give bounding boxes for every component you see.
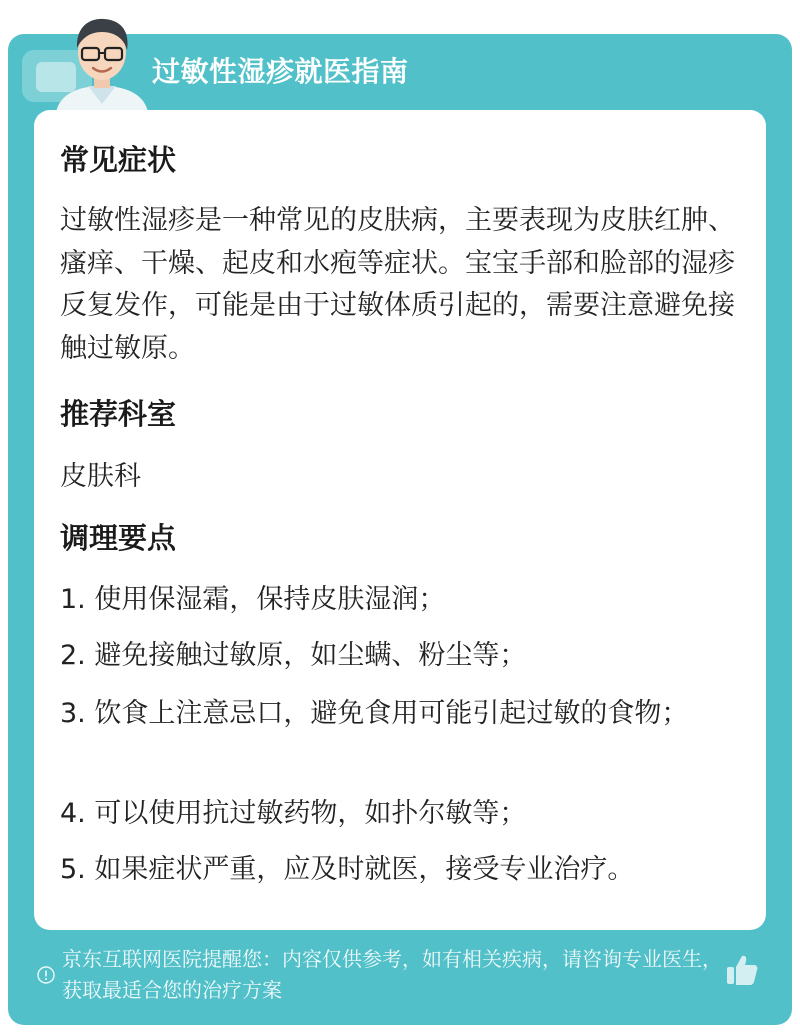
- content-card: [34, 110, 766, 930]
- symptoms-heading: 常见症状: [60, 143, 177, 177]
- doctor-avatar: [48, 8, 156, 112]
- department-heading: 推荐科室: [60, 397, 177, 431]
- care-item-4: 4. 可以使用抗过敏药物，如扑尔敏等；: [60, 798, 527, 829]
- care-item-1: 1. 使用保湿霜，保持皮肤湿润；: [60, 584, 446, 615]
- info-icon: [37, 966, 55, 984]
- care-item-3: 3. 饮食上注意忌口，避免食用可能引起过敏的食物；: [60, 698, 689, 729]
- care-heading: 调理要点: [60, 521, 177, 555]
- page-title: 过敏性湿疹就医指南: [152, 55, 409, 88]
- disclaimer-text: 京东互联网医院提醒您：内容仅供参考，如有相关疾病，请咨询专业医生，获取最适合您的治疗方案: [62, 947, 722, 1002]
- thumbs-up-icon[interactable]: [724, 952, 760, 988]
- department-text: 皮肤科: [60, 461, 141, 492]
- care-item-2: 2. 避免接触过敏原，如尘螨、粉尘等；: [60, 640, 527, 671]
- care-item-5: 5. 如果症状严重，应及时就医，接受专业治疗。: [60, 854, 635, 885]
- symptoms-text: 过敏性湿疹是一种常见的皮肤病，主要表现为皮肤红肿、瘙痒、干燥、起皮和水疱等症状。宝宝手部和脸部的湿疹反复发作，可能是由于过敏体质引起的，需要注意避免接触过敏原。: [60, 205, 735, 364]
